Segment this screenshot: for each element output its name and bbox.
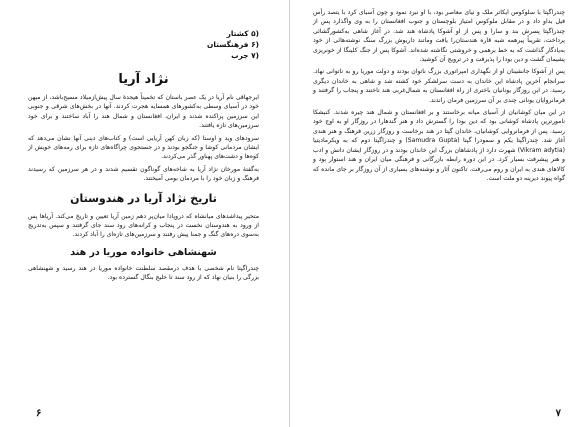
contents-item-label: کشتار: [226, 29, 249, 38]
page-number: ۷: [555, 408, 561, 419]
section-heading-maurya-empire: شهنشاهی خانواده موریا در هند: [70, 246, 217, 258]
contents-item-number: (۵: [251, 29, 259, 38]
body-paragraph: چندراگپتا با سلوکوس ایکاتر ملک و نیای معاصر بود، با او نبرد نمود و چون آسیای کرد با یتصد رأس فیل بداو داد و در مقابل ملوکوس امتیاز بلوچستان و جنوب افغانستان را به وی واگذارد پس از چندراگپتا پسرش بند و سارا و پس از او آشوکا پادشاه هند شد. در آغاز شاهی به‌کشورگشائی پرداخت، تقریباً پیرهمه شبه قاره هندستان‌را یافت وماتند داریوش بزرگ سنگ نوشته‌هائی از خود به‌یادگار گذاشت که به خط برهمی و خروشتی نگاشته شده‌اند. آشوکا پس از جنگ کلینگا از خونریزی پشیمان گشت و دین بودا را پذیرفت و در ترویج آن کوشید.: [313, 9, 565, 64]
body-paragraph: در این میان کوشانیان از آسیای میانه برخاستند و بر افغانستان و شمال هند چیره شدند. کنیشکا نامورترین پادشاه کوشانی بود که دین بودا را گسترش داد و هنر گندهارا در روزگار او به اوج خود رسید. پس از فرمانروایی کوشانیان، خاندان گپتا در هند برخاست و روزگار زرین فرهنگ و هنر هندی آغاز شد. چندراگپتا یکم و سمودرا گپتا (Samudra Gupta) و چندراگپتا دوم که به ویکرمادیتیا (Vikram adytia) شهرت دارد از پادشاهان بزرگ این خاندان بودند و در روزگار ایشان دانش و ادب و هنر پیشرفت بسیار کرد. در این دوره رابطه بازرگانی و فرهنگی میان ایران و هند استوار بود و کالاهای هندی به ایران و روم می‌رفت. تاکنون آثار و نوشته‌های بسیاری از آن روزگار بر جای مانده که گواه پیوند دیرینه دو ملت است.: [313, 109, 566, 182]
right-page: [291, 0, 585, 427]
body-paragraph: ایرجهاقی نام آریا در یک عصر باستان که تخمیناً هیجدهٔ سال پیش‌ازمیلاد مسیح‌باشد، از میهن خود در آسیای وسطی به‌کشورهای همسایه هجرت کردند. آنها در بخش‌های شرقی و جنوبی این سرزمین پراکنده شدند و ایران، افغانستان و شمال هند را آباد ساختند و برای خود سرزمین‌های تازه یافتند.: [28, 94, 259, 130]
body-paragraph: پس از آشوکا جانشینان او از نگهداری امپراتوری بزرگ ناتوان بودند و دولت موریا رو به ناتوانی نهاد. سرانجام آخرین پادشاه این خاندان به دست سرلشکر خود کشته شد و شاهی به خاندان دیگری رسید. در این روزگار یونانیان باختری از راه افغانستان به شمال‌غربی هند تاختند و پنجاب را گرفتند و فرمانروایان یونانی چندی بر آن سرزمین فرمان راندند.: [313, 68, 565, 104]
contents-item: [28, 50, 259, 61]
contents-item-label: جرب: [231, 51, 249, 60]
contents-item-number: (۶: [251, 40, 259, 49]
section-heading-aryan-race: نژاد آریا: [118, 72, 169, 87]
contents-item: [28, 39, 259, 50]
body-paragraph: متحیر پیداشدهای میانشاه که دروپادا میان‌پر دهم زمین آریا تعیین و تاریخ می‌کند. آریاها پس از ورود به هندوستان نخست در پنجاب و کرانه‌های رود سند جای گرفتند و سپس به‌تدریج به‌سوی دره‌های گنگ و جمنا پیش رفتند و سرزمین‌های تازه‌ای را آباد کردند.: [28, 212, 259, 239]
left-page: [0, 0, 290, 427]
body-paragraph: چندراگپتا نام شخصی با هدف درمقصد سلطنت خانواده موریا در هند رسید و شهنشاهی بزرگی را بنیان نهاد که از رود سند تا خلیج بنگال گسترده بود.: [28, 264, 259, 282]
contents-item-label: فرهنگستان: [207, 40, 249, 49]
body-paragraph: به‌گفتهٔ مورخان نژاد آریا به شاخه‌های گوناگون تقسیم شدند و در هر سرزمین که رسیدند فرهنگ و زبان خود را با مردمان بومی آمیختند.: [28, 165, 259, 183]
contents-item: [28, 28, 259, 39]
section-heading-aryans-in-india: تاریخ نژاد آریا در هندوستان: [70, 191, 217, 205]
contents-item-number: (۷: [251, 51, 259, 60]
page-number: ۶: [36, 408, 42, 419]
body-paragraph: سرودهای وید و اوستا (که زبان کهن آریایی است) و کتاب‌های دینی آنها نشان می‌دهد که ایشان مردمانی کوشا و جنگجو بودند و در جستجوی چراگاه‌های تازه برای رمه‌های خویش از کوه‌ها و دشت‌های پهناور گذر می‌کردند.: [28, 134, 259, 161]
contents-list: [28, 28, 259, 61]
